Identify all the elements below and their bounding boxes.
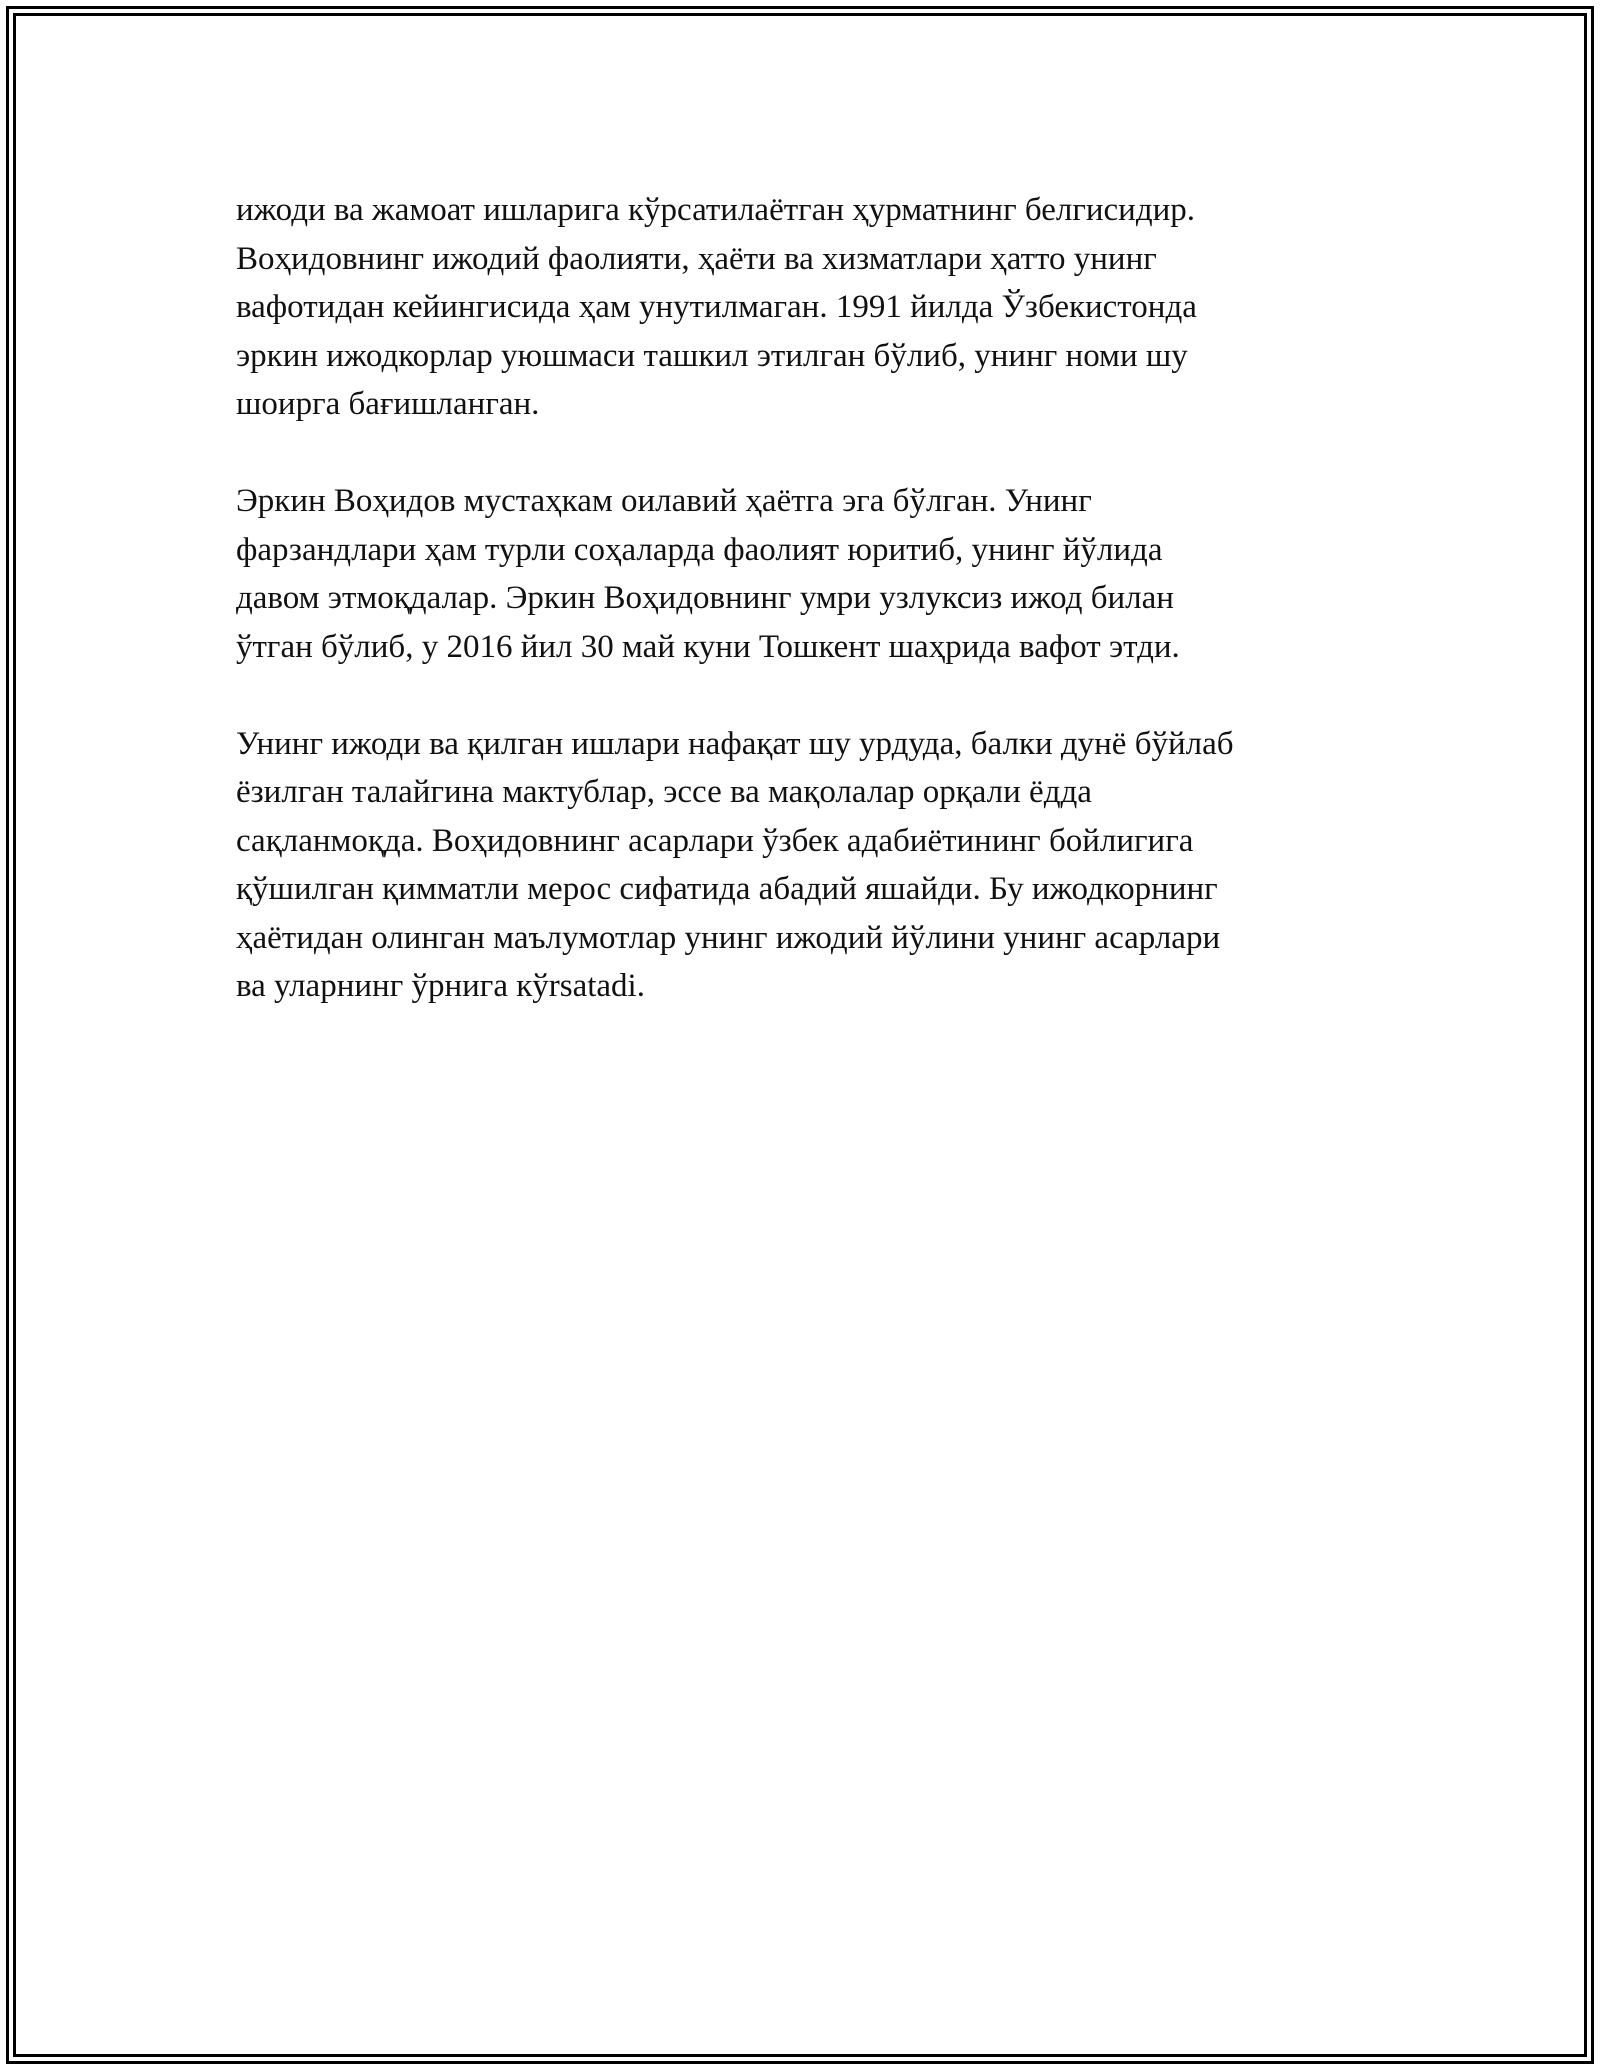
paragraph-2	[236, 477, 1386, 671]
document-body	[236, 186, 1386, 1059]
text-line: ижоди ва жамоат ишларига кўрсатилаётган ҳурматнинг белгисидир.	[236, 192, 1196, 228]
text-line: қўшилган қимматли мерос сифатида абадий яшайди. Бу ижодкорнинг	[236, 871, 1218, 907]
paragraph-3	[236, 720, 1386, 1011]
text-line: вафотидан кейингисида ҳам унутилмаган. 1991 йилда Ўзбекистонда	[236, 289, 1197, 325]
text-line: шоирга бағишланган.	[236, 386, 540, 422]
text-line: Унинг ижоди ва қилган ишлари нафақат шу урдуда, балки дунё бўйлаб	[236, 725, 1234, 762]
text-line: ва уларнинг ўрнига кўrsatadi.	[236, 968, 645, 1004]
text-line: сақланмоқда. Воҳидовнинг асарлари ўзбек адабиётининг бойлигига	[236, 822, 1194, 859]
text-line: давом этмоқдалар. Эркин Воҳидовнинг умри узлуксиз ижод билан	[236, 580, 1174, 616]
text-line: Эркин Воҳидов мустаҳкам оилавий ҳаётга эга бўлган. Унинг	[236, 483, 1092, 519]
text-line: ўтган бўлиб, у 2016 йил 30 май куни Тошкент шаҳрида вафот этди.	[236, 628, 1180, 665]
text-line: ёзилган талайгина мактублар, эссе ва мақолалар орқали ёдда	[236, 774, 1092, 810]
paragraph-1	[236, 186, 1386, 429]
text-line: Воҳидовнинг ижодий фаолияти, ҳаёти ва хизматлари ҳатто унинг	[236, 240, 1157, 277]
text-line: ҳаётидан олинган маълумотлар унинг ижодий йўлини унинг асарлари	[236, 919, 1221, 956]
text-line: фарзандлари ҳам турли соҳаларда фаолият юритиб, унинг йўлида	[236, 531, 1163, 568]
text-line: эркин ижодкорлар уюшмаси ташкил этилган бўлиб, унинг номи шу	[236, 337, 1188, 374]
